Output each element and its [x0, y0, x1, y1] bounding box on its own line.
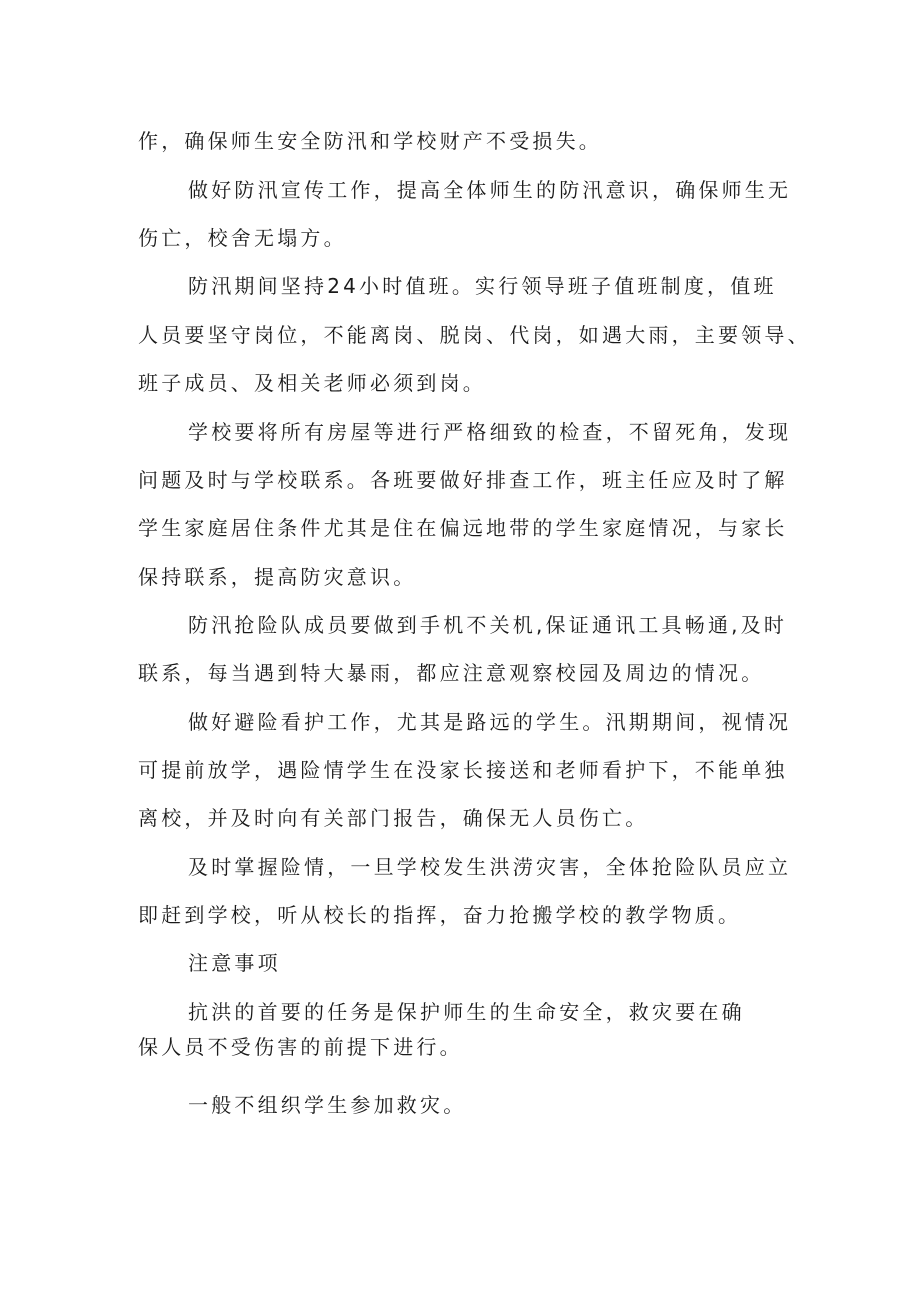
paragraph-start: 抗洪的首要的任务是保护师生的生命安全，救灾要在确 [188, 1000, 745, 1024]
paragraph-start: 学校要将所有房屋等进行严格细致的检查，不留死角，发现 [188, 420, 792, 444]
text-line: 作，确保师生安全防汛和学校财产不受损失。 [138, 129, 602, 153]
paragraph-start: 做好避险看护工作，尤其是路远的学生。汛期期间，视情况 [188, 710, 792, 734]
paragraph-start: 做好防汛宣传工作，提高全体师生的防汛意识，确保师生无 [188, 178, 792, 202]
text-line: 联系，每当遇到特大暴雨，都应注意观察校园及周边的情况。 [138, 661, 765, 685]
text-line: 学生家庭居住条件尤其是住在偏远地带的学生家庭情况，与家长 [138, 516, 788, 540]
paragraph-start: 防汛期间坚持24小时值班。实行领导班子值班制度，值班 [188, 274, 777, 298]
text-line: 人员要坚守岗位，不能离岗、脱岗、代岗，如遇大雨，主要领导、 [138, 323, 811, 347]
paragraph-start: 防汛抢险队成员要做到手机不关机,保证通讯工具畅通,及时 [188, 613, 788, 637]
text-line: 问题及时与学校联系。各班要做好排查工作，班主任应及时了解 [138, 468, 788, 492]
section-heading: 注意事项 [188, 951, 281, 975]
text-line: 保持联系，提高防灾意识。 [138, 565, 417, 589]
text-line: 可提前放学，遇险情学生在没家长接送和老师看护下，不能单独 [138, 758, 788, 782]
text-line: 伤亡，校舍无塌方。 [138, 226, 347, 250]
text-line: 离校，并及时向有关部门报告，确保无人员伤亡。 [138, 806, 649, 830]
paragraph-start: 及时掌握险情，一旦学校发生洪涝灾害，全体抢险队员应立 [188, 855, 792, 879]
paragraph-start: 一般不组织学生参加救灾。 [188, 1093, 467, 1117]
text-line: 班子成员、及相关老师必须到岗。 [138, 371, 486, 395]
text-line: 保人员不受伤害的前提下进行。 [138, 1035, 463, 1059]
text-line: 即赶到学校，听从校长的指挥，奋力抢搬学校的教学物质。 [138, 903, 742, 927]
